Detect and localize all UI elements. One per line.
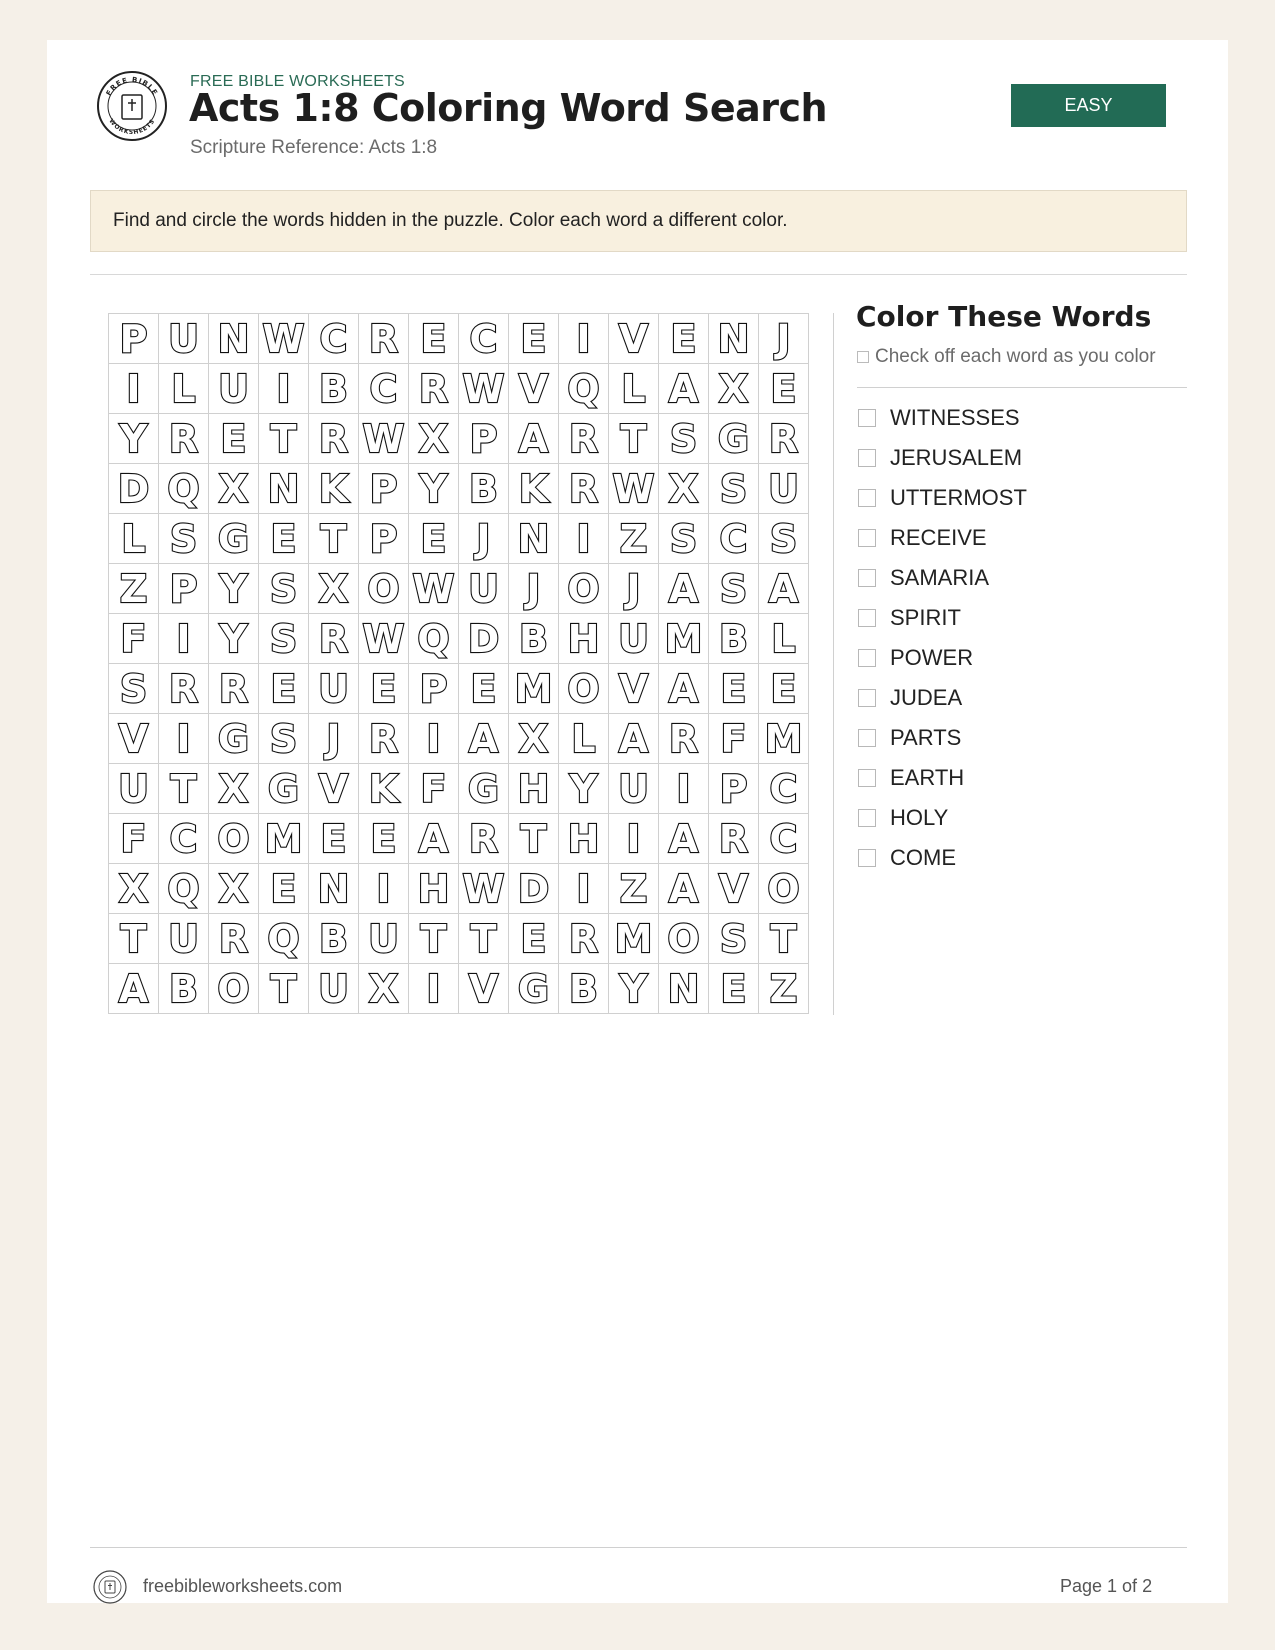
- bible-seal-logo-icon: [96, 70, 168, 142]
- grid-cell: J: [509, 564, 559, 614]
- grid-cell: C: [459, 314, 509, 364]
- grid-cell: R: [309, 614, 359, 664]
- grid-cell: L: [109, 514, 159, 564]
- grid-cell: K: [509, 464, 559, 514]
- grid-cell: F: [109, 814, 159, 864]
- grid-cell: I: [559, 514, 609, 564]
- grid-cell: W: [259, 314, 309, 364]
- word-label: JERUSALEM: [890, 445, 1023, 470]
- grid-cell: Q: [409, 614, 459, 664]
- grid-cell: C: [759, 764, 809, 814]
- grid-cell: J: [459, 514, 509, 564]
- grid-cell: I: [559, 314, 609, 364]
- grid-cell: R: [159, 664, 209, 714]
- grid-cell: M: [759, 714, 809, 764]
- grid-cell: R: [709, 814, 759, 864]
- grid-cell: U: [759, 464, 809, 514]
- grid-cell: Z: [109, 564, 159, 614]
- grid-cell: S: [109, 664, 159, 714]
- grid-cell: B: [509, 614, 559, 664]
- word-list-item: [857, 598, 1027, 638]
- grid-cell: T: [609, 414, 659, 464]
- word-checkbox[interactable]: [858, 649, 876, 667]
- grid-cell: T: [259, 964, 309, 1014]
- grid-cell: R: [659, 714, 709, 764]
- grid-cell: D: [459, 614, 509, 664]
- grid-cell: X: [209, 764, 259, 814]
- grid-cell: F: [409, 764, 459, 814]
- grid-cell: W: [409, 564, 459, 614]
- word-checkbox[interactable]: [858, 449, 876, 467]
- word-checkbox[interactable]: [858, 809, 876, 827]
- word-list-item: [857, 718, 1027, 758]
- instructions-text: Find and circle the words hidden in the puzzle. Color each word a different color.: [113, 210, 788, 231]
- grid-cell: E: [759, 364, 809, 414]
- word-label: SPIRIT: [890, 605, 961, 630]
- grid-cell: E: [359, 814, 409, 864]
- grid-cell: X: [109, 864, 159, 914]
- grid-cell: A: [459, 714, 509, 764]
- grid-cell: H: [559, 614, 609, 664]
- word-label: HOLY: [890, 805, 949, 830]
- grid-cell: U: [309, 964, 359, 1014]
- word-checkbox[interactable]: [858, 569, 876, 587]
- grid-cell: E: [509, 314, 559, 364]
- grid-cell: V: [509, 364, 559, 414]
- grid-cell: I: [409, 714, 459, 764]
- word-label: JUDEA: [890, 685, 963, 710]
- word-list-item: [857, 478, 1027, 518]
- grid-cell: A: [659, 664, 709, 714]
- word-label: SAMARIA: [890, 565, 990, 590]
- grid-cell: S: [709, 914, 759, 964]
- grid-cell: I: [159, 614, 209, 664]
- word-list-subtitle: [857, 346, 1156, 368]
- worksheet-page: [47, 40, 1228, 1603]
- grid-cell: M: [609, 914, 659, 964]
- grid-cell: S: [709, 564, 759, 614]
- grid-cell: N: [709, 314, 759, 364]
- grid-cell: A: [409, 814, 459, 864]
- grid-cell: Y: [209, 564, 259, 614]
- grid-cell: U: [459, 564, 509, 614]
- word-list-item: [857, 518, 1027, 558]
- grid-cell: I: [659, 764, 709, 814]
- divider: [90, 274, 1187, 275]
- grid-cell: O: [559, 564, 609, 614]
- grid-cell: R: [559, 414, 609, 464]
- grid-cell: D: [109, 464, 159, 514]
- grid-cell: Z: [759, 964, 809, 1014]
- grid-cell: P: [159, 564, 209, 614]
- grid-cell: P: [359, 514, 409, 564]
- grid-cell: B: [159, 964, 209, 1014]
- grid-cell: R: [209, 914, 259, 964]
- grid-cell: B: [309, 914, 359, 964]
- grid-cell: I: [559, 864, 609, 914]
- word-checkbox[interactable]: [858, 729, 876, 747]
- grid-cell: E: [409, 314, 459, 364]
- grid-cell: U: [609, 614, 659, 664]
- word-list: [857, 398, 1027, 878]
- word-label: COME: [890, 845, 956, 870]
- grid-cell: S: [659, 414, 709, 464]
- grid-cell: E: [759, 664, 809, 714]
- grid-cell: I: [259, 364, 309, 414]
- grid-cell: V: [309, 764, 359, 814]
- grid-cell: A: [109, 964, 159, 1014]
- grid-cell: X: [309, 564, 359, 614]
- grid-cell: A: [659, 364, 709, 414]
- grid-cell: S: [259, 564, 309, 614]
- grid-cell: S: [259, 714, 309, 764]
- grid-cell: L: [609, 364, 659, 414]
- grid-cell: Y: [559, 764, 609, 814]
- grid-cell: N: [259, 464, 309, 514]
- word-list-item: [857, 678, 1027, 718]
- footer-site: freebibleworksheets.com: [143, 1576, 343, 1596]
- grid-cell: X: [209, 464, 259, 514]
- grid-cell: O: [659, 914, 709, 964]
- word-checkbox[interactable]: [858, 849, 876, 867]
- footer-logo-icon: [93, 1570, 127, 1604]
- grid-cell: W: [459, 364, 509, 414]
- grid-cell: T: [509, 814, 559, 864]
- grid-cell: Y: [409, 464, 459, 514]
- word-label: EARTH: [890, 765, 965, 790]
- grid-cell: T: [109, 914, 159, 964]
- grid-cell: W: [359, 414, 409, 464]
- grid-cell: L: [759, 614, 809, 664]
- grid-cell: V: [709, 864, 759, 914]
- grid-cell: X: [409, 414, 459, 464]
- grid-cell: R: [559, 914, 609, 964]
- grid-cell: I: [609, 814, 659, 864]
- grid-cell: U: [359, 914, 409, 964]
- grid-cell: O: [209, 814, 259, 864]
- grid-cell: G: [709, 414, 759, 464]
- checkbox-icon: [857, 351, 869, 363]
- grid-cell: A: [659, 814, 709, 864]
- grid-cell: U: [609, 764, 659, 814]
- grid-cell: Q: [259, 914, 309, 964]
- grid-cell: X: [359, 964, 409, 1014]
- word-list-item: [857, 638, 1027, 678]
- grid-cell: S: [259, 614, 309, 664]
- word-checkbox[interactable]: [858, 409, 876, 427]
- grid-cell: J: [759, 314, 809, 364]
- grid-cell: I: [409, 964, 459, 1014]
- grid-cell: R: [759, 414, 809, 464]
- grid-cell: D: [509, 864, 559, 914]
- grid-cell: S: [709, 464, 759, 514]
- grid-cell: A: [659, 864, 709, 914]
- grid-cell: O: [359, 564, 409, 614]
- vertical-divider: [833, 313, 834, 1015]
- instructions-box: [90, 190, 1187, 252]
- grid-cell: F: [709, 714, 759, 764]
- word-label: POWER: [890, 645, 974, 670]
- grid-cell: C: [159, 814, 209, 864]
- brand-label: FREE BIBLE WORKSHEETS: [190, 73, 405, 90]
- grid-cell: X: [509, 714, 559, 764]
- grid-cell: Y: [109, 414, 159, 464]
- grid-cell: M: [659, 614, 709, 664]
- grid-cell: I: [359, 864, 409, 914]
- grid-cell: R: [359, 314, 409, 364]
- grid-cell: Y: [609, 964, 659, 1014]
- grid-cell: P: [459, 414, 509, 464]
- grid-cell: O: [209, 964, 259, 1014]
- grid-cell: V: [609, 314, 659, 364]
- grid-cell: C: [359, 364, 409, 414]
- word-label: WITNESSES: [890, 405, 1020, 430]
- grid-cell: G: [509, 964, 559, 1014]
- word-list-item: [857, 398, 1027, 438]
- scripture-reference: Scripture Reference: Acts 1:8: [190, 137, 438, 158]
- grid-cell: B: [309, 364, 359, 414]
- grid-cell: C: [309, 314, 359, 364]
- grid-cell: V: [459, 964, 509, 1014]
- grid-cell: A: [759, 564, 809, 614]
- grid-cell: E: [409, 514, 459, 564]
- grid-cell: B: [459, 464, 509, 514]
- grid-cell: M: [509, 664, 559, 714]
- grid-cell: R: [459, 814, 509, 864]
- grid-cell: N: [659, 964, 709, 1014]
- svg-text:WORKSHEETS: WORKSHEETS: [107, 117, 157, 137]
- grid-cell: S: [759, 514, 809, 564]
- grid-cell: B: [559, 964, 609, 1014]
- grid-cell: C: [709, 514, 759, 564]
- word-list-item: [857, 558, 1027, 598]
- page-number: Page 1 of 2: [1060, 1576, 1153, 1596]
- grid-cell: P: [359, 464, 409, 514]
- grid-cell: W: [459, 864, 509, 914]
- grid-cell: X: [659, 464, 709, 514]
- word-checkbox[interactable]: [858, 689, 876, 707]
- grid-cell: W: [609, 464, 659, 514]
- grid-cell: I: [109, 364, 159, 414]
- grid-cell: P: [709, 764, 759, 814]
- word-label: UTTERMOST: [890, 485, 1027, 510]
- grid-cell: U: [309, 664, 359, 714]
- grid-cell: G: [259, 764, 309, 814]
- word-checkbox[interactable]: [858, 769, 876, 787]
- grid-cell: E: [309, 814, 359, 864]
- grid-cell: J: [609, 564, 659, 614]
- grid-cell: T: [259, 414, 309, 464]
- grid-cell: W: [359, 614, 409, 664]
- footer-divider: [90, 1547, 1187, 1548]
- grid-cell: R: [559, 464, 609, 514]
- word-list-item: [857, 758, 1027, 798]
- grid-cell: Q: [159, 464, 209, 514]
- grid-cell: T: [309, 514, 359, 564]
- grid-cell: M: [259, 814, 309, 864]
- grid-cell: E: [709, 664, 759, 714]
- grid-cell: R: [209, 664, 259, 714]
- grid-cell: T: [159, 764, 209, 814]
- grid-cell: Q: [159, 864, 209, 914]
- grid-cell: V: [609, 664, 659, 714]
- grid-cell: O: [759, 864, 809, 914]
- grid-cell: I: [159, 714, 209, 764]
- grid-cell: E: [459, 664, 509, 714]
- grid-cell: O: [559, 664, 609, 714]
- grid-cell: L: [159, 364, 209, 414]
- grid-cell: E: [509, 914, 559, 964]
- word-list-divider: [857, 387, 1187, 388]
- grid-cell: R: [409, 364, 459, 414]
- grid-cell: H: [509, 764, 559, 814]
- grid-cell: E: [359, 664, 409, 714]
- grid-cell: L: [559, 714, 609, 764]
- grid-cell: F: [109, 614, 159, 664]
- grid-cell: U: [109, 764, 159, 814]
- grid-cell: E: [259, 514, 309, 564]
- grid-cell: R: [309, 414, 359, 464]
- word-list-item: [857, 838, 1027, 878]
- word-list-item: [857, 798, 1027, 838]
- word-list-subtitle-text: Check off each word as you color: [875, 346, 1156, 367]
- grid-cell: S: [159, 514, 209, 564]
- grid-cell: A: [659, 564, 709, 614]
- grid-cell: X: [709, 364, 759, 414]
- word-list-item: [857, 438, 1027, 478]
- grid-cell: V: [109, 714, 159, 764]
- word-checkbox[interactable]: [858, 489, 876, 507]
- grid-cell: U: [159, 914, 209, 964]
- grid-cell: P: [109, 314, 159, 364]
- word-label: RECEIVE: [890, 525, 987, 550]
- grid-cell: K: [309, 464, 359, 514]
- grid-cell: T: [459, 914, 509, 964]
- grid-cell: U: [159, 314, 209, 364]
- grid-cell: Z: [609, 864, 659, 914]
- grid-cell: Z: [609, 514, 659, 564]
- grid-cell: T: [409, 914, 459, 964]
- grid-cell: K: [359, 764, 409, 814]
- page-title: Acts 1:8 Coloring Word Search: [189, 86, 828, 130]
- grid-cell: G: [209, 714, 259, 764]
- grid-cell: C: [759, 814, 809, 864]
- grid-cell: R: [159, 414, 209, 464]
- grid-cell: A: [609, 714, 659, 764]
- word-checkbox[interactable]: [858, 529, 876, 547]
- grid-cell: E: [709, 964, 759, 1014]
- grid-cell: X: [209, 864, 259, 914]
- difficulty-badge: EASY: [1011, 84, 1166, 127]
- grid-cell: J: [309, 714, 359, 764]
- grid-cell: N: [209, 314, 259, 364]
- word-checkbox[interactable]: [858, 609, 876, 627]
- grid-cell: A: [509, 414, 559, 464]
- word-label: PARTS: [890, 725, 962, 750]
- grid-cell: H: [559, 814, 609, 864]
- grid-cell: P: [409, 664, 459, 714]
- grid-cell: G: [459, 764, 509, 814]
- word-list-title: Color These Words: [856, 300, 1152, 333]
- grid-cell: E: [659, 314, 709, 364]
- grid-cell: U: [209, 364, 259, 414]
- grid-cell: Y: [209, 614, 259, 664]
- grid-cell: N: [309, 864, 359, 914]
- grid-cell: E: [209, 414, 259, 464]
- word-search-grid: [108, 313, 809, 1014]
- grid-cell: Q: [559, 364, 609, 414]
- grid-cell: H: [409, 864, 459, 914]
- grid-cell: S: [659, 514, 709, 564]
- grid-cell: R: [359, 714, 409, 764]
- grid-cell: N: [509, 514, 559, 564]
- grid-cell: T: [759, 914, 809, 964]
- grid-cell: G: [209, 514, 259, 564]
- svg-text:FREE BIBLE: FREE BIBLE: [104, 75, 160, 98]
- grid-cell: E: [259, 864, 309, 914]
- grid-cell: B: [709, 614, 759, 664]
- grid-cell: E: [259, 664, 309, 714]
